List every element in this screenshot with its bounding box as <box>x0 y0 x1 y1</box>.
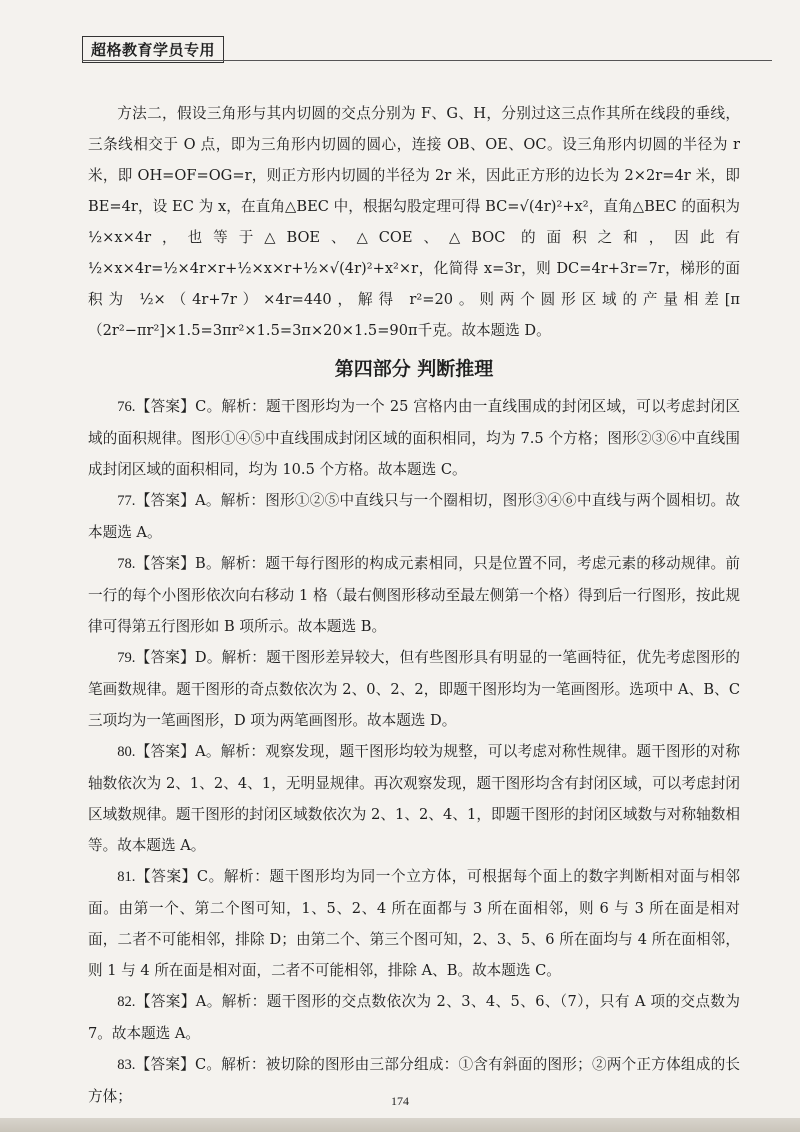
answer-text: 【答案】A。解析：题干图形的交点数依次为 2、3、4、5、6、（7），只有 A 项的交点数为 7。故本题选 A。 <box>88 993 740 1042</box>
answer-number: 83. <box>117 1057 136 1073</box>
answer-list <box>88 391 740 1112</box>
header-badge: 超格教育学员专用 <box>82 36 224 63</box>
answer-item <box>88 986 740 1049</box>
answer-item <box>88 642 740 736</box>
answer-number: 80. <box>117 744 136 760</box>
page-binding-edge <box>0 1118 800 1132</box>
answer-item <box>88 391 740 485</box>
method2-paragraph: 方法二，假设三角形与其内切圆的交点分别为 F、G、H，分别过这三点作其所在线段的垂线，三条线相交于 O 点，即为三角形内切圆的圆心，连接 OB、OE、OC。设三角形内切圆的半径为 r 米，即 OH=OF=OG=r，则正方形内切圆的半径为 2r 米，因此正方形的边长为 2×2r=4r 米，即 BE=4r，设 EC 为 x，在直角△BEC 中，根据勾股定理可得 BC=√(4r)²+x²，直角△BEC 的面积为 ½×x×4r，也等于△BOE、△COE、△BOC 的面积之和，因此有 ½×x×4r=½×4r×r+½×x×r+½×√(4r)²+x²×r，化简得 x=3r，则 DC=4r+3r=7r，梯形的面积为 ½×（4r+7r）×4r=440，解得 r²=20。则两个圆形区域的产量相差[π（2r²−πr²]×1.5=3πr²×1.5=3π×20×1.5=90π千克。故本题选 D。 <box>88 105 740 339</box>
answer-text: 【答案】C。解析：题干图形均为一个 25 宫格内由一直线围成的封闭区域，可以考虑封闭区域的面积规律。图形①④⑤中直线围成封闭区域的面积相同，均为 7.5 个方格；图形②③⑥中直线围成封闭区域的面积相同，均为 10.5 个方格。故本题选 C。 <box>88 398 740 478</box>
page-content <box>88 98 740 1112</box>
answer-item <box>88 485 740 548</box>
section-title: 第四部分 判断推理 <box>334 358 494 380</box>
answer-number: 82. <box>117 994 136 1010</box>
answer-number: 81. <box>117 869 136 885</box>
answer-number: 78. <box>117 556 136 572</box>
answer-text: 【答案】B。解析：题干每行图形的构成元素相同，只是位置不同，考虑元素的移动规律。前一行的每个小图形依次向右移动 1 格（最右侧图形移动至最左侧第一个格）得到后一行图形，按此规律可得第五行图形如 B 项所示。故本题选 B。 <box>88 555 740 635</box>
answer-text: 【答案】C。解析：被切除的图形由三部分组成：①含有斜面的图形；②两个正方体组成的长方体； <box>88 1056 740 1105</box>
answer-text: 【答案】C。解析：题干图形均为同一个立方体，可根据每个面上的数字判断相对面与相邻面。由第一个、第二个图可知，1、5、2、4 所在面都与 3 所在面相邻，则 6 与 3 所在面是相对面，二者不可能相邻，排除 D；由第二个、第三个图可知，2、3、5、6 所在面均与 4 所在面相邻，则 1 与 4 所在面是相对面，二者不可能相邻，排除 A、B。故本题选 C。 <box>88 868 740 979</box>
answer-text: 【答案】D。解析：题干图形差异较大，但有些图形具有明显的一笔画特征，优先考虑图形的笔画数规律。题干图形的奇点数依次为 2、0、2、2，即题干图形均为一笔画图形。选项中 A、B、C 三项均为一笔画图形，D 项为两笔画图形。故本题选 D。 <box>88 649 740 729</box>
answer-item <box>88 548 740 642</box>
answer-number: 77. <box>117 493 136 509</box>
answer-number: 79. <box>117 650 136 666</box>
answer-item <box>88 861 740 986</box>
answer-item <box>88 736 740 861</box>
answer-number: 76. <box>117 399 136 415</box>
answer-text: 【答案】A。解析：观察发现，题干图形均较为规整，可以考虑对称性规律。题干图形的对称轴数依次为 2、1、2、4、1，无明显规律。再次观察发现，题干图形均含有封闭区域，可以考虑封闭区域数规律。题干图形的封闭区域数依次为 2、1、2、4、1，即题干图形的封闭区域数与对称轴数相等。故本题选 A。 <box>88 743 740 854</box>
answer-text: 【答案】A。解析：图形①②⑤中直线只与一个圈相切，图形③④⑥中直线与两个圆相切。故本题选 A。 <box>88 492 740 541</box>
header-rule <box>82 60 772 61</box>
page-number: 174 <box>391 1094 409 1108</box>
